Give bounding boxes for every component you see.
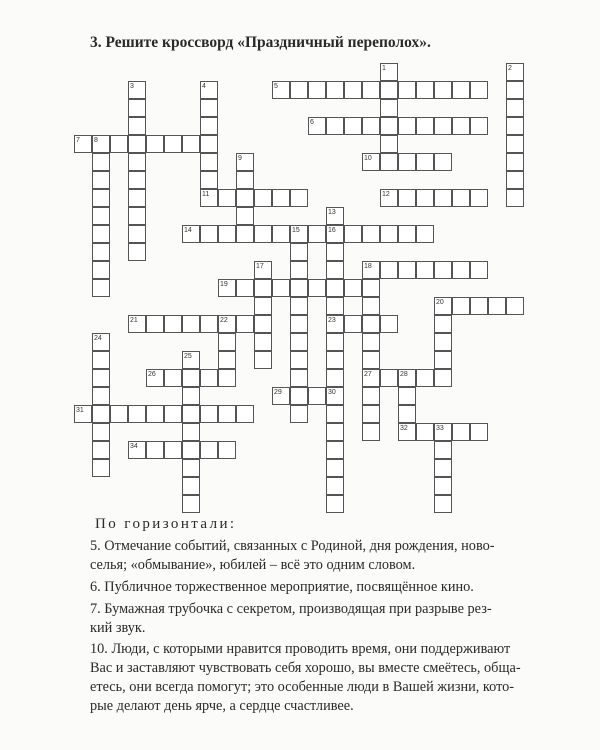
crossword-cell[interactable] [290,405,308,423]
cell-number: 23 [328,317,336,324]
crossword-cell[interactable] [434,153,452,171]
crossword-cell[interactable] [182,477,200,495]
crossword-cell[interactable] [308,387,326,405]
cell-number: 3 [130,83,134,90]
crossword-cell[interactable] [290,369,308,387]
crossword-cell[interactable] [290,81,308,99]
crossword-cell[interactable] [200,315,218,333]
cell-number: 19 [220,281,228,288]
crossword-cell[interactable] [218,225,236,243]
crossword-cell[interactable] [236,189,254,207]
crossword-cell[interactable] [200,441,218,459]
crossword-cell[interactable] [326,243,344,261]
crossword-cell[interactable] [398,117,416,135]
cell-number: 17 [256,263,264,270]
crossword-cell[interactable] [92,423,110,441]
crossword-cell[interactable] [146,405,164,423]
crossword-cell[interactable] [380,225,398,243]
crossword-cell[interactable] [326,261,344,279]
crossword-cell[interactable] [92,459,110,477]
crossword-cell[interactable] [398,153,416,171]
cell-number: 31 [76,407,84,414]
crossword-cell[interactable] [434,495,452,513]
cell-number: 11 [202,191,210,198]
crossword-cell[interactable] [398,387,416,405]
cell-number: 21 [130,317,138,324]
crossword-cell[interactable] [182,387,200,405]
crossword-cell[interactable] [128,225,146,243]
crossword-cell[interactable] [416,117,434,135]
crossword-cell[interactable] [272,189,290,207]
crossword-cell[interactable] [200,405,218,423]
cell-number: 10 [364,155,372,162]
crossword-cell[interactable] [452,189,470,207]
crossword-cell[interactable] [308,279,326,297]
cell-number: 22 [220,317,228,324]
crossword-cell[interactable] [254,315,272,333]
crossword-cell[interactable] [92,405,110,423]
cell-number: 28 [400,371,408,378]
crossword-cell[interactable] [236,315,254,333]
crossword-cell[interactable] [218,441,236,459]
crossword-cell[interactable] [380,153,398,171]
crossword-cell[interactable] [290,333,308,351]
cell-number: 30 [328,389,336,396]
crossword-cell[interactable] [380,117,398,135]
crossword-cell[interactable] [272,279,290,297]
cell-number: 6 [310,119,314,126]
crossword-cell[interactable] [92,351,110,369]
crossword-cell[interactable] [362,117,380,135]
crossword-cell[interactable] [254,297,272,315]
crossword-cell[interactable] [380,99,398,117]
crossword-cell[interactable] [92,387,110,405]
crossword-cell[interactable] [416,261,434,279]
crossword-cell[interactable] [254,189,272,207]
crossword-cell[interactable] [110,135,128,153]
crossword-cell[interactable] [434,261,452,279]
crossword-cell[interactable] [326,441,344,459]
crossword-cell[interactable] [128,243,146,261]
crossword-cell[interactable] [218,405,236,423]
crossword-cell[interactable] [326,81,344,99]
crossword-cell[interactable] [182,459,200,477]
crossword-cell[interactable] [254,351,272,369]
crossword-cell[interactable] [92,279,110,297]
crossword-cell[interactable] [200,171,218,189]
crossword-cell[interactable] [290,297,308,315]
crossword-cell[interactable] [434,189,452,207]
crossword-cell[interactable] [218,189,236,207]
crossword-cell[interactable] [470,261,488,279]
crossword-cell[interactable] [434,441,452,459]
crossword-cell[interactable] [362,333,380,351]
crossword-cell[interactable] [326,117,344,135]
crossword-cell[interactable] [326,459,344,477]
crossword-cell[interactable] [290,243,308,261]
crossword-cell[interactable] [398,225,416,243]
crossword-cell[interactable] [362,423,380,441]
crossword-cell[interactable] [236,279,254,297]
crossword-cell[interactable] [326,279,344,297]
crossword-cell[interactable] [506,171,524,189]
crossword-cell[interactable] [236,405,254,423]
crossword-cell[interactable] [326,297,344,315]
crossword-cell[interactable] [182,369,200,387]
crossword-cell[interactable] [254,225,272,243]
crossword-cell[interactable] [506,189,524,207]
crossword-cell[interactable] [128,207,146,225]
crossword-cell[interactable] [506,117,524,135]
crossword-cell[interactable] [272,225,290,243]
crossword-cell[interactable] [128,117,146,135]
crossword-cell[interactable] [470,189,488,207]
cell-number: 14 [184,227,192,234]
cell-number: 29 [274,389,282,396]
cell-number: 12 [382,191,390,198]
crossword-cell[interactable] [380,315,398,333]
crossword-cell[interactable] [200,369,218,387]
cell-number: 20 [436,299,444,306]
crossword-cell[interactable] [164,135,182,153]
crossword-cell[interactable] [128,171,146,189]
task-title: 3. Решите кроссворд «Праздничный переполох». [90,34,431,51]
crossword-cell[interactable] [344,225,362,243]
crossword-cell[interactable] [470,297,488,315]
crossword-cell[interactable] [182,405,200,423]
crossword-cell[interactable] [470,423,488,441]
crossword-cell[interactable] [326,351,344,369]
crossword-cell[interactable] [128,189,146,207]
crossword-cell[interactable] [380,261,398,279]
crossword-cell[interactable] [182,423,200,441]
crossword-cell[interactable] [92,261,110,279]
crossword-cell[interactable] [380,81,398,99]
crossword-cell[interactable] [506,81,524,99]
crossword-cell[interactable] [236,171,254,189]
clue-across-7: 7. Бумажная трубочка с секретом, производящая при разрыве рез- кий звук. [90,601,492,636]
crossword-cell[interactable] [380,369,398,387]
crossword-cell[interactable] [416,81,434,99]
cell-number: 5 [274,83,278,90]
crossword-cell[interactable] [200,117,218,135]
cell-number: 15 [292,227,300,234]
crossword-cell[interactable] [344,315,362,333]
crossword-cell[interactable] [92,243,110,261]
clue-across-6: 6. Публичное торжественное мероприятие, посвящённое кино. [90,579,474,595]
crossword-cell[interactable] [92,441,110,459]
crossword-cell[interactable] [416,189,434,207]
crossword-cell[interactable] [326,405,344,423]
crossword-cell[interactable] [398,189,416,207]
crossword-cell[interactable] [164,315,182,333]
crossword-cell[interactable] [470,81,488,99]
cell-number: 2 [508,65,512,72]
crossword-cell[interactable] [182,315,200,333]
crossword-cell[interactable] [182,495,200,513]
cell-number: 1 [382,65,386,72]
crossword-cell[interactable] [416,153,434,171]
crossword-cell[interactable] [236,207,254,225]
crossword-cell[interactable] [236,225,254,243]
crossword-cell[interactable] [92,207,110,225]
crossword-cell[interactable] [290,315,308,333]
crossword-cell[interactable] [434,117,452,135]
crossword-cell[interactable] [290,351,308,369]
crossword-cell[interactable] [92,225,110,243]
crossword-cell[interactable] [92,171,110,189]
crossword-cell[interactable] [218,369,236,387]
crossword-cell[interactable] [308,225,326,243]
crossword-cell[interactable] [200,225,218,243]
cell-number: 27 [364,371,372,378]
crossword-cell[interactable] [434,333,452,351]
crossword-cell[interactable] [434,459,452,477]
crossword-cell[interactable] [416,225,434,243]
cell-number: 8 [94,137,98,144]
crossword-cell[interactable] [434,351,452,369]
crossword-cell[interactable] [164,369,182,387]
crossword-cell[interactable] [92,189,110,207]
crossword-cell[interactable] [128,135,146,153]
crossword-cell[interactable] [398,261,416,279]
crossword-cell[interactable] [290,261,308,279]
cell-number: 24 [94,335,102,342]
crossword-cell[interactable] [452,297,470,315]
crossword-cell[interactable] [398,405,416,423]
crossword-cell[interactable] [326,423,344,441]
crossword-cell[interactable] [182,135,200,153]
crossword-cell[interactable] [416,423,434,441]
crossword-cell[interactable] [92,153,110,171]
crossword-cell[interactable] [434,81,452,99]
crossword-cell[interactable] [128,405,146,423]
crossword-cell[interactable] [200,135,218,153]
crossword-cell[interactable] [362,279,380,297]
crossword-cell[interactable] [308,81,326,99]
crossword-cell[interactable] [452,423,470,441]
cell-number: 25 [184,353,192,360]
cell-number: 9 [238,155,242,162]
crossword-cell[interactable] [362,315,380,333]
crossword-cell[interactable] [146,315,164,333]
cell-number: 26 [148,371,156,378]
crossword-cell[interactable] [452,117,470,135]
cell-number: 16 [328,227,336,234]
crossword-cell[interactable] [362,405,380,423]
cell-number: 34 [130,443,138,450]
cell-number: 13 [328,209,336,216]
crossword-cell[interactable] [146,135,164,153]
crossword-cell[interactable] [218,351,236,369]
crossword-cell[interactable] [434,315,452,333]
crossword-cell[interactable] [488,297,506,315]
crossword-cell[interactable] [290,189,308,207]
crossword-cell[interactable] [164,405,182,423]
cell-number: 7 [76,137,80,144]
crossword-cell[interactable] [182,441,200,459]
crossword-cell[interactable] [290,279,308,297]
crossword-cell[interactable] [434,369,452,387]
crossword-cell[interactable] [164,441,182,459]
cell-number: 32 [400,425,408,432]
crossword-cell[interactable] [380,135,398,153]
crossword-cell[interactable] [398,81,416,99]
crossword-cell[interactable] [128,99,146,117]
crossword-cell[interactable] [200,153,218,171]
clues-heading: По горизонтали: [95,516,237,532]
crossword-cell[interactable] [326,477,344,495]
crossword-cell[interactable] [92,369,110,387]
crossword-cell[interactable] [326,369,344,387]
crossword-cell[interactable] [362,387,380,405]
crossword-cell[interactable] [452,81,470,99]
crossword-cell[interactable] [326,333,344,351]
crossword-cell[interactable] [362,225,380,243]
crossword-cell[interactable] [326,495,344,513]
crossword-cell[interactable] [506,99,524,117]
cell-number: 33 [436,425,444,432]
crossword-cell[interactable] [470,117,488,135]
crossword-cell[interactable] [146,441,164,459]
crossword-cell[interactable] [254,279,272,297]
crossword-cell[interactable] [218,333,236,351]
crossword-cell[interactable] [506,135,524,153]
crossword-cell[interactable] [362,351,380,369]
clue-across-5: 5. Отмечание событий, связанных с Родиной, дня рождения, ново- селья; «обмывание», юбилей – всё это одним словом. [90,538,495,573]
crossword-cell[interactable] [200,99,218,117]
crossword-cell[interactable] [452,261,470,279]
cell-number: 4 [202,83,206,90]
crossword-cell[interactable] [290,387,308,405]
crossword-cell[interactable] [506,153,524,171]
crossword-cell[interactable] [362,81,380,99]
crossword-cell[interactable] [110,405,128,423]
clue-across-10: 10. Люди, с которыми нравится проводить время, они поддерживают Вас и заставляют чувствовать себя хорошо, вы вместе смеётесь, обща- етесь, они всегда помогут; это особенные люди в Вашей жизни, кото- рые делают день ярче, а сердце счастливее. [90,641,521,714]
crossword-cell[interactable] [344,81,362,99]
crossword-cell[interactable] [344,117,362,135]
crossword-cell[interactable] [506,297,524,315]
crossword-cell[interactable] [416,369,434,387]
crossword-cell[interactable] [128,153,146,171]
crossword-cell[interactable] [434,477,452,495]
crossword-cell[interactable] [344,279,362,297]
cell-number: 18 [364,263,372,270]
crossword-cell[interactable] [254,333,272,351]
crossword-cell[interactable] [362,297,380,315]
